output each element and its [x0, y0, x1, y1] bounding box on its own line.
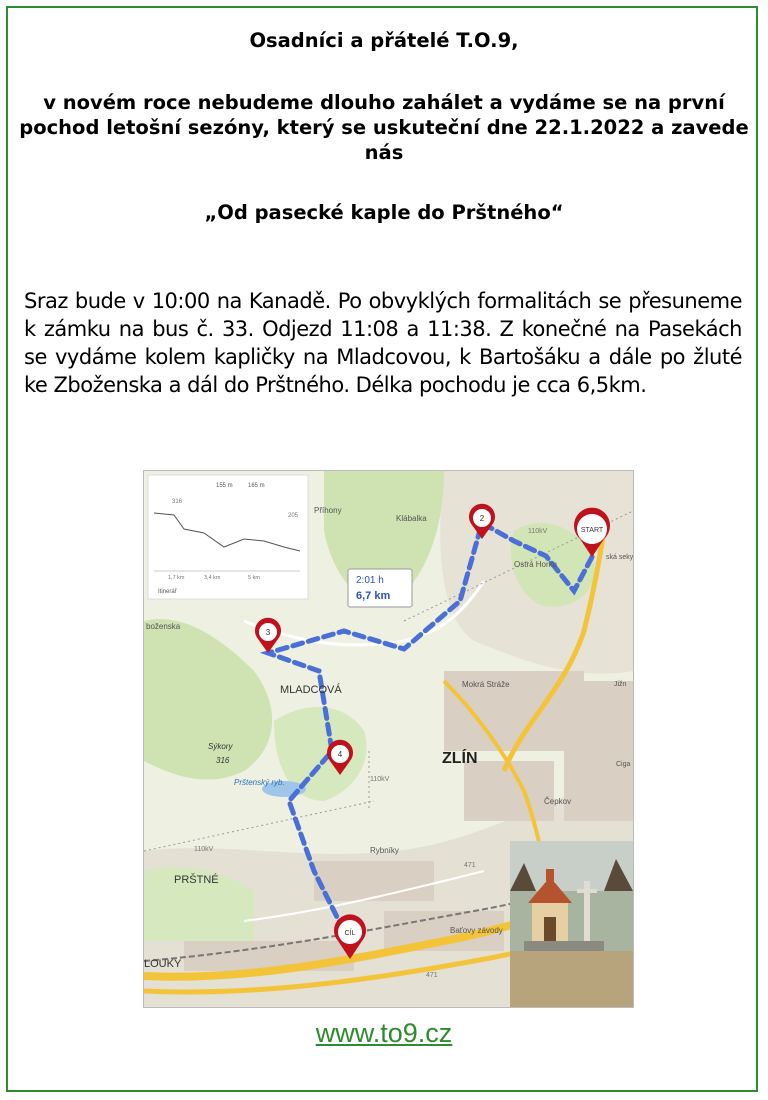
map-label-ostra-horka: Ostrá Horka: [514, 560, 558, 569]
map-label-rybniky: Rybníky: [370, 846, 399, 855]
route-duration: 2:01 h: [356, 575, 384, 586]
map-label-louky: LOUKY: [144, 958, 182, 970]
svg-text:3: 3: [265, 628, 271, 637]
map-label-klabalka: Klábalka: [396, 514, 427, 523]
distance-tick: 3,4 km: [204, 575, 221, 581]
map-label-mladcova: MLADCOVÁ: [280, 684, 342, 696]
chapel-photo: [510, 841, 633, 1007]
map-label-ciga: Ciga: [616, 761, 631, 768]
map-label-line-c: 110kV: [370, 776, 390, 783]
route-title: „Od pasecké kaple do Prštného“: [204, 201, 564, 224]
map-label-zbozensko: boženska: [146, 622, 181, 631]
descent-value: 165 m: [248, 483, 265, 489]
map-label-cepkov: Čepkov: [544, 797, 572, 806]
route-distance: 6,7 km: [356, 590, 391, 602]
map-label-sykory-alt: 316: [216, 756, 230, 765]
map-label-pasecky: ská seky: [606, 554, 633, 561]
map-label-line-b: 110kV: [194, 846, 214, 853]
map-label-line-a: 110kV: [528, 528, 548, 535]
map-label-zlin: ZLÍN: [442, 750, 478, 767]
svg-text:CÍL: CÍL: [344, 930, 356, 937]
elevation-end: 205: [288, 513, 299, 519]
map-label-prstne: PRŠTNÉ: [174, 874, 219, 886]
svg-text:2: 2: [479, 514, 485, 523]
elevation-max: 316: [172, 499, 183, 505]
route-map: [143, 470, 634, 1008]
map-label-pond: Prštenský ryb.: [234, 778, 285, 787]
ascent-value: 155 m: [216, 483, 233, 489]
elevation-profile: [148, 475, 308, 599]
map-label-sykory: Sýkory: [208, 742, 233, 751]
website-link[interactable]: www.to9.cz: [315, 1018, 453, 1048]
announcement-heading: v novém roce nebudeme dlouho zahálet a vydáme se na první pochod letošní sezóny, který se uskuteční dne 22.1.2022 a zavede nás: [19, 91, 749, 164]
map-label-batovy: Baťovy závody: [450, 926, 503, 935]
map-label-prihony: Příhony: [314, 506, 342, 515]
map-label-jizni: Jižn: [614, 681, 627, 688]
map-label-road-471-a: 471: [464, 862, 476, 869]
greeting-heading: Osadníci a přátelé T.O.9,: [249, 29, 519, 52]
svg-text:START: START: [580, 527, 604, 534]
meeting-info-paragraph: Sraz bude v 10:00 na Kanadě. Po obvyklých formalitách se přesuneme k zámku na bus č. 33. Odjezd 11:08 a 11:38. Z konečné na Pasekách se vydáme kolem kapličky na Mladcovou, k Bartošáku a dále po žluté ke Zboženska a dál do Prštného. Délka pochodu je cca 6,5km.: [24, 289, 742, 397]
svg-text:4: 4: [337, 750, 343, 759]
route-info-box: [348, 569, 412, 607]
itinerary-label: Itinerář: [158, 589, 177, 595]
map-label-mokra: Mokrá Stráže: [462, 680, 510, 689]
distance-tick: 5 km: [248, 575, 260, 581]
map-label-road-471-b: 471: [426, 972, 438, 979]
distance-tick: 1,7 km: [168, 575, 185, 581]
